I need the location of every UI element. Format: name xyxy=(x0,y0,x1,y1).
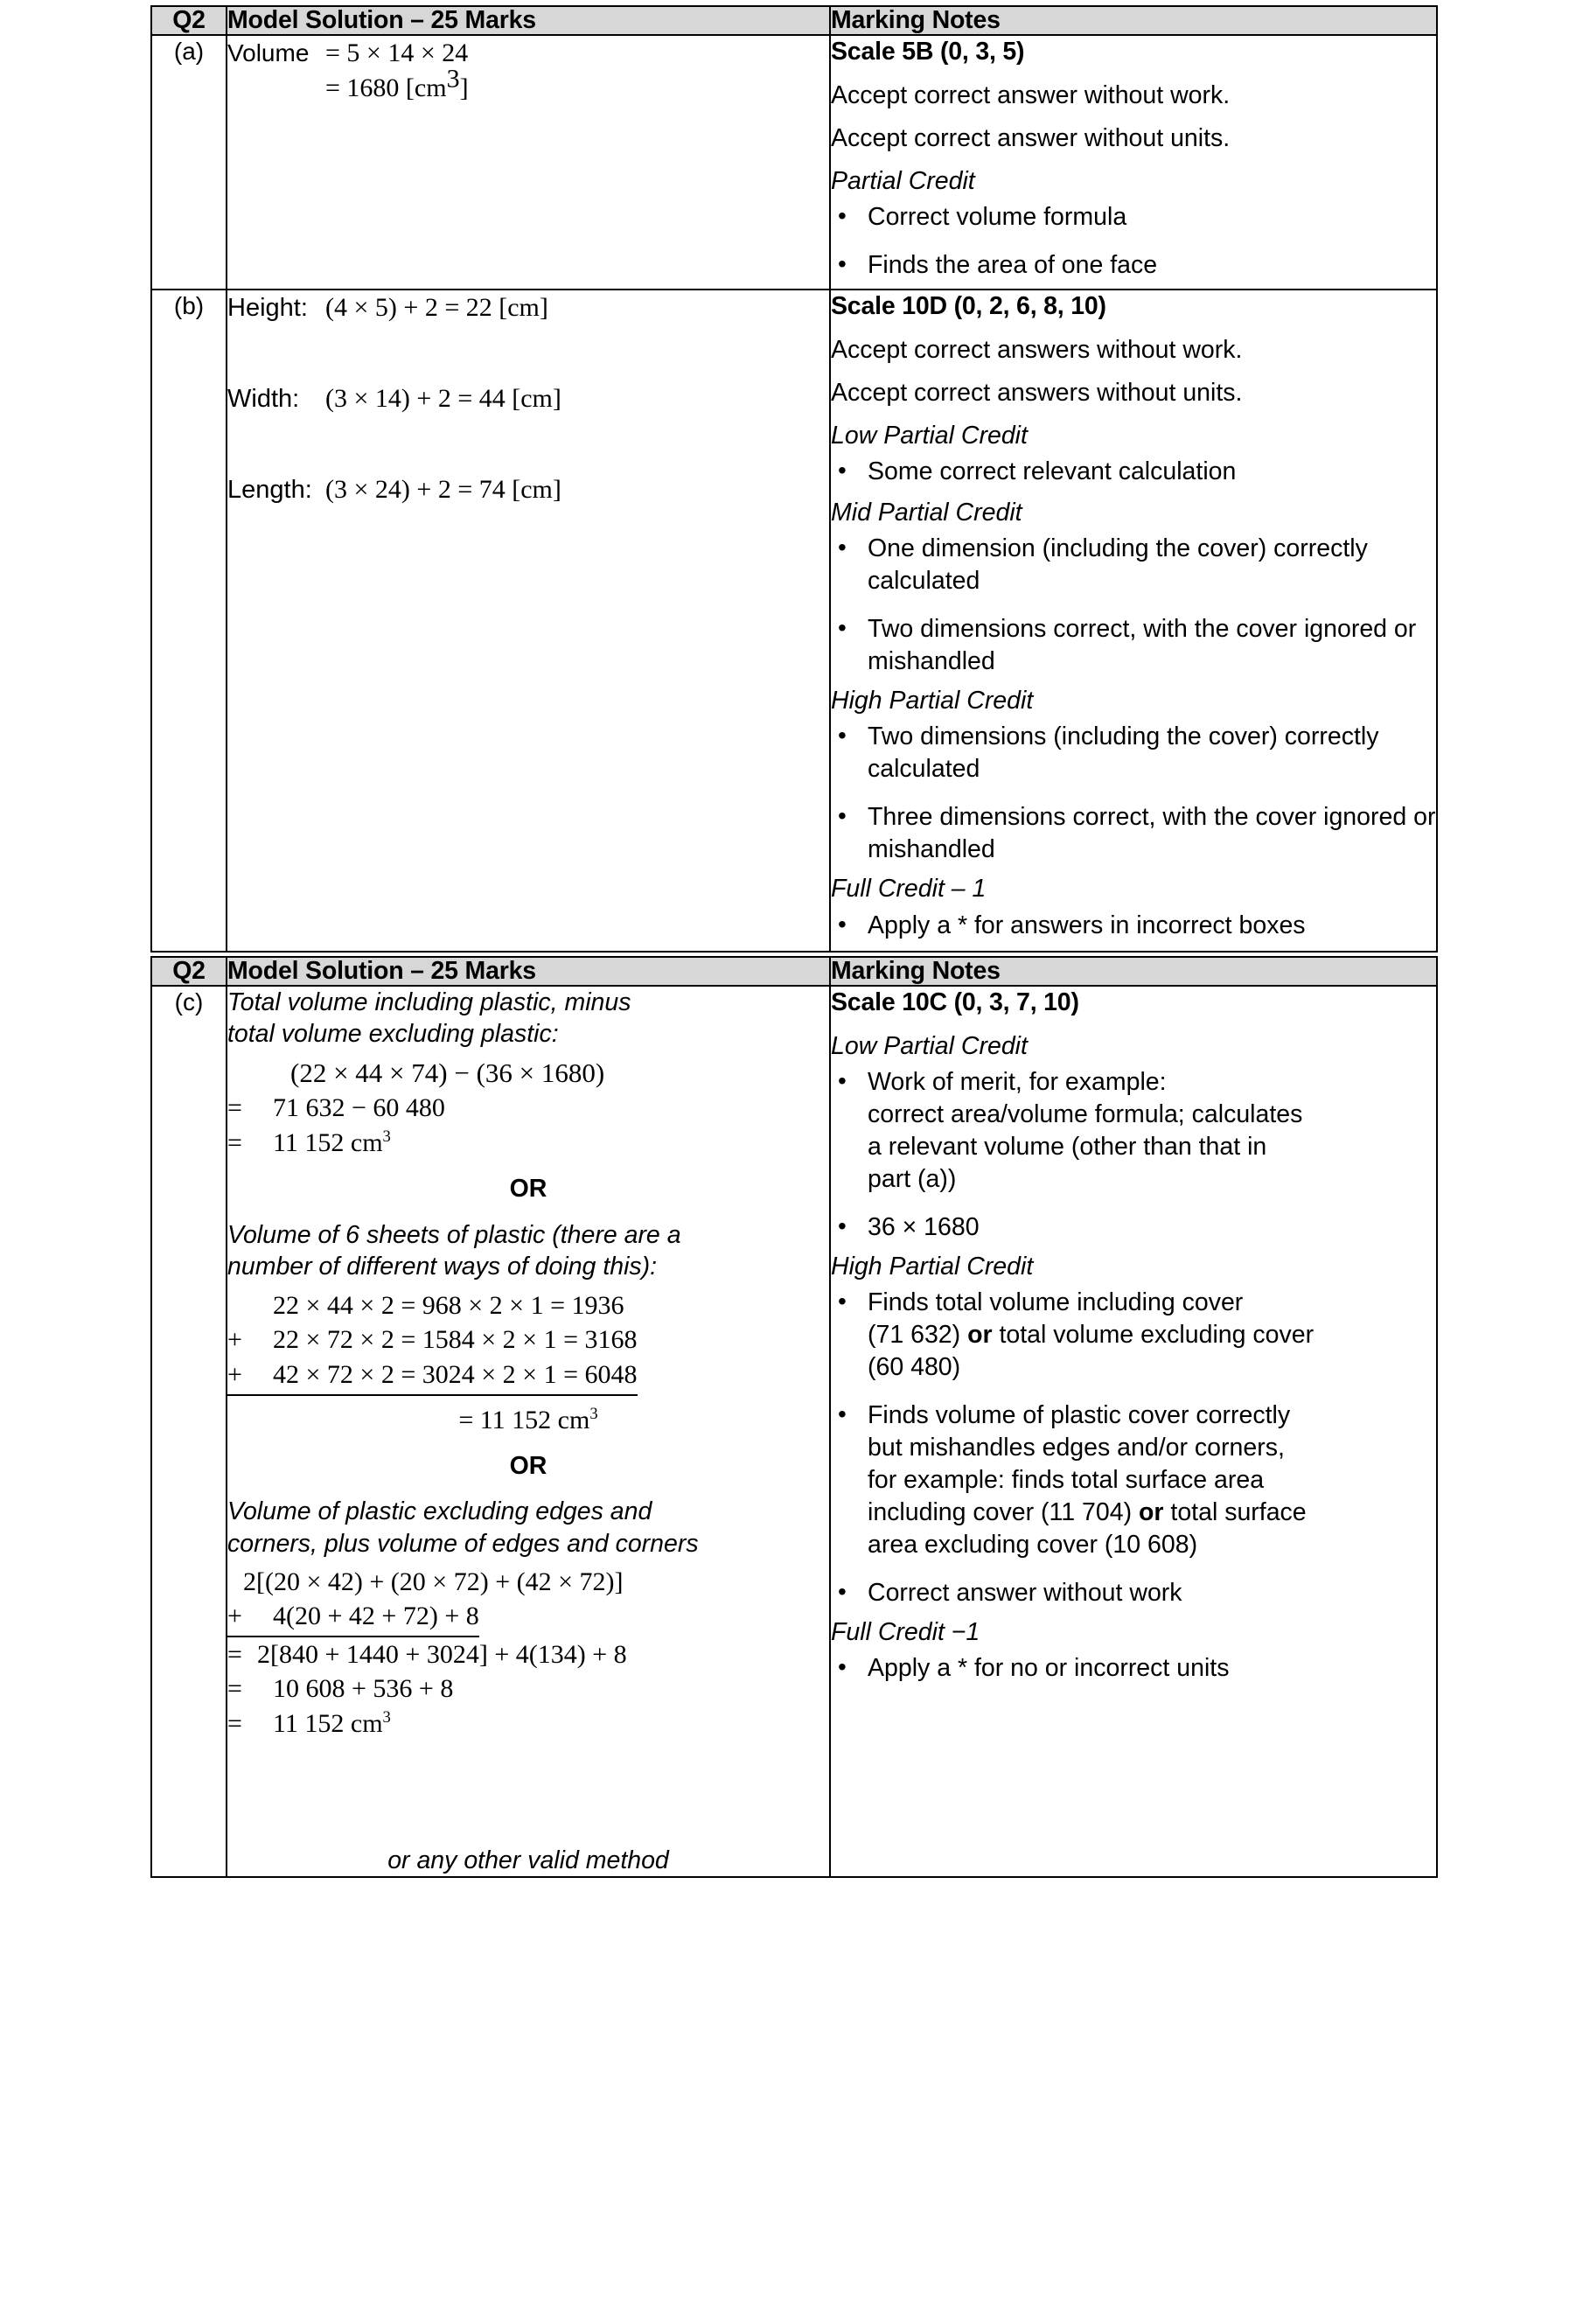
part-c-high-b1-line2-a: (71 632) xyxy=(868,1320,968,1349)
part-c-method2-row3 xyxy=(227,1357,829,1396)
part-c-method2-total xyxy=(227,1403,829,1437)
part-b-accept-units: Accept correct answers without units. xyxy=(831,378,1243,407)
header-solution-cell-repeat xyxy=(227,957,830,986)
header-solution-label-repeat: Model Solution – 25 Marks xyxy=(227,956,536,985)
part-b-full-credit-heading: Full Credit – 1 xyxy=(831,875,987,904)
part-c-method2-row3-underlined xyxy=(227,1357,638,1396)
part-b-gap-1 xyxy=(227,325,829,381)
part-c-high-b2-line4-a: including cover (11 704) xyxy=(868,1498,1139,1527)
part-b-accept-work: Accept correct answers without work. xyxy=(831,335,1243,364)
part-a-label: (a) xyxy=(151,35,227,290)
part-a-accept-work: Accept correct answer without work. xyxy=(831,80,1231,109)
list-item xyxy=(831,1399,1436,1561)
part-a-result-line xyxy=(227,64,829,106)
part-c-method2-row2 xyxy=(227,1323,829,1357)
part-c-full-credit-heading: Full Credit −1 xyxy=(831,1618,980,1647)
part-a-result-bracket: ] xyxy=(459,73,469,103)
part-c-method2-row1 xyxy=(227,1288,829,1323)
marking-scheme-table-top xyxy=(150,5,1438,953)
part-c-high-b1-line2-c: total volume excluding cover xyxy=(992,1320,1315,1349)
header-solution-label: Model Solution – 25 Marks xyxy=(227,6,536,34)
part-c-low-partial-heading: Low Partial Credit xyxy=(831,1031,1028,1060)
part-c-method3-row5-value: 11 152 cm xyxy=(273,1709,383,1738)
part-b-length-expression: (3 × 24) + 2 = 74 [cm] xyxy=(325,474,561,504)
part-c-high-b2-line2: but mishandles edges and/or corners, xyxy=(868,1434,1285,1462)
part-c-method1-step1-value: 71 632 − 60 480 xyxy=(273,1093,445,1123)
part-c-method3-row5-operator: = xyxy=(227,1709,242,1738)
list-item: • Apply a * for answers in incorrect boxes xyxy=(831,910,1436,942)
part-c-high-b2-line1: • Finds volume of plastic cover correctly xyxy=(868,1400,1291,1429)
part-c-method2-row1-value: 22 × 44 × 2 = 968 × 2 × 1 = 1936 xyxy=(273,1290,624,1320)
part-b-mid-partial-heading: Mid Partial Credit xyxy=(831,498,1022,527)
part-b-gap-2 xyxy=(227,416,829,472)
part-c-method1-step1-operator: = xyxy=(227,1093,242,1123)
list-item xyxy=(831,1066,1436,1196)
part-b-solution xyxy=(227,290,830,951)
part-c-method2-total-exponent: 3 xyxy=(589,1404,598,1423)
part-b-scale: Scale 10D (0, 2, 6, 8, 10) xyxy=(831,292,1106,321)
part-c-method1-step1 xyxy=(227,1091,829,1126)
part-b-low-partial-list xyxy=(831,456,1436,488)
part-c-low-partial-list xyxy=(831,1066,1436,1244)
list-item: • Correct answer without work xyxy=(831,1577,1436,1609)
row-part-a xyxy=(151,35,1437,290)
header-notes-label: Marking Notes xyxy=(831,6,1001,34)
part-c-method3-row3 xyxy=(227,1637,829,1672)
part-c-method1-step2-exponent: 3 xyxy=(382,1127,391,1146)
part-c-method1-expression: (22 × 44 × 74) − (36 × 1680) xyxy=(290,1057,605,1088)
part-c-high-b1-line2 xyxy=(868,1319,1436,1351)
part-b-height-key: Height: xyxy=(227,294,308,323)
part-c-low-b1-line2: correct area/volume formula; calculates xyxy=(868,1099,1303,1128)
part-c-method1-intro-line1: Total volume including plastic, minus xyxy=(227,988,631,1016)
header-notes-label-repeat: Marking Notes xyxy=(831,956,1001,985)
part-c-method2-row2-value: 22 × 72 × 2 = 1584 × 2 × 1 = 3168 xyxy=(273,1325,638,1355)
part-c-notes xyxy=(830,986,1437,1877)
part-c-method2-intro-line1: Volume of 6 sheets of plastic (there are a xyxy=(227,1220,681,1249)
part-a-solution-spacer xyxy=(227,106,829,211)
header-notes-cell xyxy=(830,6,1437,35)
table-header-row xyxy=(151,6,1437,35)
part-c-solution xyxy=(227,986,830,1877)
part-b-high-partial-heading: High Partial Credit xyxy=(831,687,1034,715)
part-c-high-b2-line3: for example: finds total surface area xyxy=(868,1466,1265,1495)
part-c-method1-step2-value: 11 152 cm xyxy=(273,1127,383,1157)
part-a-solution xyxy=(227,35,830,290)
list-item: • Three dimensions correct, with the cover ignored or mishandled xyxy=(831,801,1436,866)
part-b-label: (b) xyxy=(151,290,227,951)
part-a-result-exponent: 3 xyxy=(446,64,460,94)
header-question-label: Q2 xyxy=(172,6,206,34)
part-c-low-b1-line4: part (a)) xyxy=(868,1164,957,1193)
list-item: • Correct volume formula xyxy=(831,201,1436,234)
part-c-bottom-spacer xyxy=(227,1741,829,1845)
part-c-method3-intro-line2: corners, plus volume of edges and corners xyxy=(227,1529,699,1558)
part-c-low-b1-line1: • Work of merit, for example: xyxy=(868,1067,1167,1096)
part-a-partial-credit-list xyxy=(831,201,1436,282)
part-b-full-credit-list xyxy=(831,910,1436,942)
part-a-volume-key: Volume xyxy=(227,39,310,67)
part-c-method1-step2 xyxy=(227,1126,829,1161)
part-c-high-b2-line4-c: total surface xyxy=(1163,1498,1307,1527)
part-c-method3-row1: 2[(20 × 42) + (20 × 72) + (42 × 72)] xyxy=(243,1567,624,1597)
part-c-method3-row3-operator: = xyxy=(227,1639,242,1669)
header-question-cell xyxy=(151,6,227,35)
list-item: • One dimension (including the cover) correctly calculated xyxy=(831,533,1436,597)
part-c-high-b1-line1: • Finds total volume including cover xyxy=(868,1288,1244,1316)
part-c-high-b2-line5: area excluding cover (10 608) xyxy=(868,1531,1198,1560)
part-b-height-expression: (4 × 5) + 2 = 22 [cm] xyxy=(325,293,548,323)
part-c-method3-row5 xyxy=(227,1706,829,1741)
part-c-label: (c) xyxy=(151,986,227,1877)
part-c-method3-row4 xyxy=(227,1671,829,1706)
part-b-high-partial-list xyxy=(831,721,1436,866)
part-c-full-credit-list xyxy=(831,1652,1436,1685)
list-item: • 36 × 1680 xyxy=(831,1211,1436,1244)
list-item: • Two dimensions (including the cover) correctly calculated xyxy=(831,721,1436,785)
part-c-method2-intro-line2: number of different ways of doing this): xyxy=(227,1253,658,1281)
part-b-height-line xyxy=(227,290,829,325)
part-c-high-b2-line4 xyxy=(868,1497,1436,1529)
part-b-width-key: Width: xyxy=(227,384,300,413)
part-c-method2-total-value: = 11 152 cm xyxy=(458,1405,590,1434)
part-a-accept-units: Accept correct answer without units. xyxy=(831,124,1231,152)
part-c-method2-row3-value: 42 × 72 × 2 = 3024 × 2 × 1 = 6048 xyxy=(273,1360,638,1390)
part-c-method3-row2-operator: + xyxy=(227,1602,242,1631)
part-c-method3-row4-operator: = xyxy=(227,1674,242,1704)
part-c-method3-intro-line1: Volume of plastic excluding edges and xyxy=(227,1497,652,1526)
part-b-low-partial-heading: Low Partial Credit xyxy=(831,421,1028,450)
part-c-method3-row4-value: 10 608 + 536 + 8 xyxy=(273,1674,454,1704)
part-c-high-partial-heading: High Partial Credit xyxy=(831,1252,1034,1281)
header-notes-cell-repeat xyxy=(830,957,1437,986)
part-c-method3-row2-value: 4(20 + 42 + 72) + 8 xyxy=(273,1602,479,1631)
header-question-label-repeat: Q2 xyxy=(172,956,206,985)
marking-scheme-table-bottom xyxy=(150,956,1438,1879)
part-a-result-value: = 1680 [cm xyxy=(325,73,447,103)
part-c-method2-row2-operator: + xyxy=(227,1325,242,1355)
list-item: • Apply a * for no or incorrect units xyxy=(831,1652,1436,1685)
part-a-volume-expression: = 5 × 14 × 24 xyxy=(325,38,469,68)
part-c-footer-note: or any other valid method xyxy=(387,1846,669,1874)
part-b-mid-partial-list xyxy=(831,533,1436,678)
part-c-scale: Scale 10C (0, 3, 7, 10) xyxy=(831,988,1079,1016)
part-c-high-partial-list xyxy=(831,1287,1436,1609)
part-c-or-separator-2: OR xyxy=(509,1451,547,1480)
list-item xyxy=(831,1287,1436,1384)
part-b-width-line xyxy=(227,381,829,416)
part-a-volume-line xyxy=(227,36,829,71)
list-item: • Two dimensions correct, with the cover ignored or mishandled xyxy=(831,613,1436,678)
part-c-method2-row3-operator: + xyxy=(227,1360,242,1390)
header-question-cell-repeat xyxy=(151,957,227,986)
part-c-or-separator-1: OR xyxy=(509,1175,547,1204)
part-c-high-b2-line4-or: or xyxy=(1138,1498,1164,1527)
part-a-partial-credit-heading: Partial Credit xyxy=(831,167,975,196)
part-b-width-expression: (3 × 14) + 2 = 44 [cm] xyxy=(325,383,561,413)
header-solution-cell xyxy=(227,6,830,35)
part-c-high-b1-line3: (60 480) xyxy=(868,1352,961,1381)
part-c-high-b1-line2-or: or xyxy=(967,1320,993,1349)
part-b-length-line xyxy=(227,472,829,507)
part-c-method1-intro-line2: total volume excluding plastic: xyxy=(227,1020,559,1049)
part-c-method3-row5-exponent: 3 xyxy=(382,1708,391,1727)
part-c-method3-row2-underlined xyxy=(227,1599,479,1637)
part-a-scale: Scale 5B (0, 3, 5) xyxy=(831,38,1025,66)
list-item: • Some correct relevant calculation xyxy=(831,456,1436,488)
part-c-method1-step2-operator: = xyxy=(227,1127,242,1157)
part-c-low-b1-line3: a relevant volume (other than that in xyxy=(868,1132,1267,1161)
table-header-row-repeat xyxy=(151,957,1437,986)
row-part-b xyxy=(151,290,1437,951)
marking-scheme-page xyxy=(150,5,1436,1878)
part-c-method3-row3-value: 2[840 + 1440 + 3024] + 4(134) + 8 xyxy=(257,1639,627,1669)
row-part-c xyxy=(151,986,1437,1877)
part-b-length-key: Length: xyxy=(227,475,312,504)
part-c-method3-row2 xyxy=(227,1599,829,1637)
part-b-notes xyxy=(830,290,1437,951)
part-a-notes xyxy=(830,35,1437,290)
list-item: • Finds the area of one face xyxy=(831,249,1436,282)
